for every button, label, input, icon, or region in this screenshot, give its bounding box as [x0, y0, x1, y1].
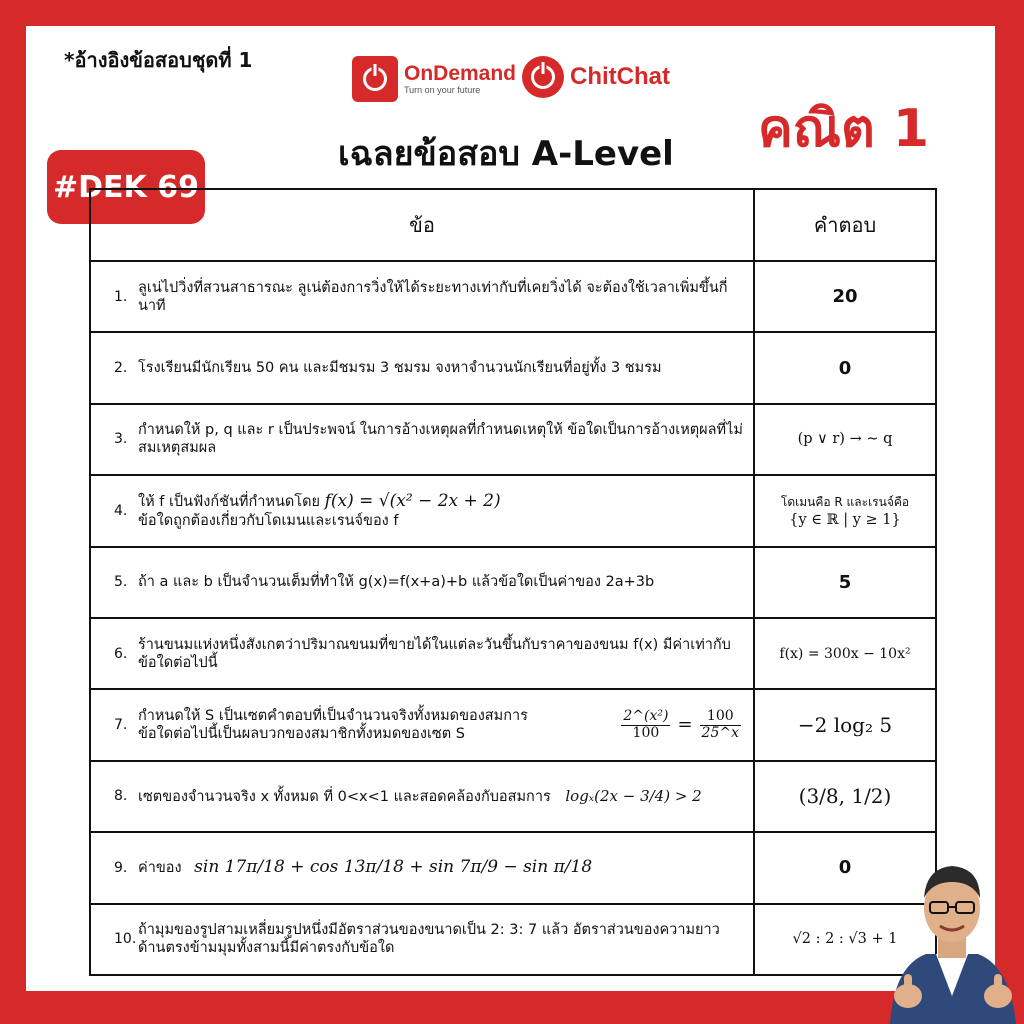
answer-cell: (3/8, 1/2)	[754, 761, 936, 832]
table-row	[90, 761, 936, 832]
reference-note: *อ้างอิงข้อสอบชุดที่ 1	[64, 48, 253, 72]
header-answer: คำตอบ	[754, 189, 936, 261]
question-text: กำหนดให้ S เป็นเซตคำตอบที่เป็นจำนวนจริงทั้งหมดของสมการ	[138, 707, 528, 724]
eq-right-denominator: 25^x	[701, 724, 739, 741]
table-row	[90, 404, 936, 475]
table-row	[90, 475, 936, 546]
question-number: 10.	[114, 931, 137, 948]
question-text-line2: ข้อใดถูกต้องเกี่ยวกับโดเมนและเรนจ์ของ f	[138, 513, 399, 530]
eq-right-numerator: 100	[700, 709, 741, 725]
question-formula: sin 17π/18 + cos 13π/18 + sin 7π/9 − sin π/18	[194, 857, 593, 878]
question-number: 7.	[114, 717, 128, 734]
question-text: ค่าของ	[138, 860, 182, 877]
presenter-illustration	[880, 846, 1024, 1024]
question-text: ลูเน่ไปวิ่งที่สวนสาธารณะ ลูเน่ต้องการวิ่งให้ได้ระยะทางเท่ากับที่เคยวิ่งได้ จะต้องใช้เวลาเพิ่มขึ้นกี่นาที	[138, 279, 728, 314]
question-text-line2: ข้อใดต่อไปนี้เป็นผลบวกของสมาชิกทั้งหมดของเซต S	[138, 726, 466, 743]
ondemand-name: OnDemand	[404, 62, 517, 85]
eq-left-numerator: 2^(x²)	[623, 708, 669, 725]
table-row	[90, 904, 936, 975]
question-text: กำหนดให้ p, q และ r เป็นประพจน์ ในการอ้างเหตุผลที่กำหนดเหตุให้ ข้อใดเป็นการอ้างเหตุผลที่ไม่สมเหตุสมผล	[138, 422, 743, 457]
question-number: 1.	[114, 288, 128, 305]
answer-cell: 5	[754, 547, 936, 618]
question-text: ร้านขนมแห่งหนึ่งสังเกตว่าปริมาณขนมที่ขายได้ในแต่ละวันขึ้นกับราคาของขนม f(x) มีค่าเท่ากับข้อใดต่อไปนี้	[138, 636, 731, 671]
question-number: 3.	[114, 431, 128, 448]
question-text: ให้ f เป็นฟังก์ชันที่กำหนดโดย	[138, 494, 320, 511]
answer-cell: 20	[754, 261, 936, 332]
question-number: 9.	[114, 859, 128, 876]
answer-cell: f(x) = 300x − 10x²	[754, 618, 936, 689]
answer-note: โดเมนคือ R และเรนจ์คือ	[780, 495, 910, 510]
answer-formula: {y ∈ ℝ | y ≥ 1}	[789, 512, 901, 529]
answer-cell: √2 : 2 : √3 + 1	[754, 904, 936, 975]
subject-label: คณิต 1	[758, 99, 930, 159]
table-row	[90, 547, 936, 618]
table-row	[90, 832, 936, 903]
chitchat-logo	[522, 56, 670, 98]
table-row	[90, 261, 936, 332]
ondemand-power-icon	[352, 56, 398, 102]
dek-badge: #DEK 69	[47, 150, 205, 224]
question-text: โรงเรียนมีนักเรียน 50 คน และมีชมรม 3 ชมรม จงหาจำนวนนักเรียนที่อยู่ทั้ง 3 ชมรม	[138, 360, 662, 377]
chitchat-power-icon	[522, 56, 564, 98]
page-title: เฉลยข้อสอบ A-Level	[338, 134, 674, 174]
header-question: ข้อ	[90, 189, 754, 261]
question-number: 8.	[114, 788, 128, 805]
answer-table	[89, 188, 937, 976]
answer-cell: (p ∨ r) → ∼ q	[754, 404, 936, 475]
table-row	[90, 689, 936, 760]
answer-cell	[754, 475, 936, 546]
answer-cell: −2 log₂ 5	[754, 689, 936, 760]
table-row	[90, 332, 936, 403]
question-equation: $\frac{\text{2\textasciicircum{}(x²)}}{100}$ = $\frac{100}{25\^{}x}$	[623, 708, 739, 741]
chitchat-name: ChitChat	[570, 63, 670, 90]
question-text: ถ้า a และ b เป็นจำนวนเต็มที่ทำให้ g(x)=f(x+a)+b แล้วข้อใดเป็นค่าของ 2a+3b	[138, 574, 655, 591]
table-header-row	[90, 189, 936, 261]
question-number: 2.	[114, 360, 128, 377]
question-text: เซตของจำนวนจริง x ทั้งหมด ที่ 0<x<1 และสอดคล้องกับอสมการ	[138, 788, 551, 805]
question-text: ถ้ามุมของรูปสามเหลี่ยมรูปหนึ่งมีอัตราส่วนของขนาดเป็น 2: 3: 7 แล้ว อัตราส่วนของความยาวด้านตรงข้ามมุมทั้งสามนี้มีค่าตรงกับข้อใด	[138, 922, 720, 957]
question-number: 4.	[114, 502, 128, 519]
ondemand-tagline: Turn on your future	[404, 85, 481, 95]
ondemand-logo	[352, 56, 516, 102]
answer-cell: 0	[754, 332, 936, 403]
answer-cell: 0	[754, 832, 936, 903]
eq-left-denominator: 100	[632, 724, 660, 741]
question-number: 5.	[114, 574, 128, 591]
table-row	[90, 618, 936, 689]
question-formula: logₓ(2x − 3/4) > 2	[565, 786, 702, 805]
question-formula: f(x) = √(x² − 2x + 2)	[324, 491, 501, 512]
question-number: 6.	[114, 645, 128, 662]
